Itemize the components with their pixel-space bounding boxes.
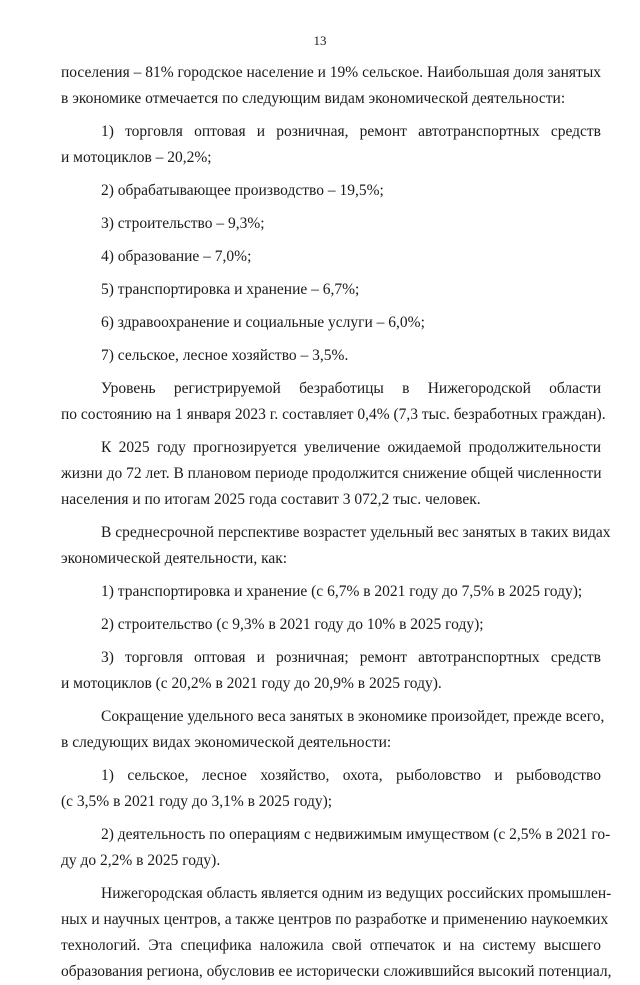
text-line: 2) обрабатывающее производство – 19,5%; [101, 182, 384, 199]
text-line: в экономике отмечается по следующим видам экономической деятельности: [61, 90, 566, 107]
text-line: 3) строительство – 9,3%; [101, 215, 265, 232]
text-line: экономической деятельности, как: [61, 550, 288, 567]
text-line: Уровень регистрируемой безработицы в Нижегородской области [101, 380, 601, 397]
text-line: Нижегородская область является одним из ведущих российских промышлен- [101, 885, 612, 902]
text-line: 3) торговля оптовая и розничная; ремонт автотранспортных средств [101, 649, 601, 666]
text-line: образования региона, обусловив ее исторически сложившийся высокий потенциал, [61, 963, 612, 980]
text-line: 4) образование – 7,0%; [101, 248, 252, 265]
text-line: и мотоциклов – 20,2%; [61, 149, 212, 166]
document-body [61, 60, 612, 985]
text-line: и мотоциклов (с 20,2% в 2021 году до 20,9% в 2025 году). [61, 675, 442, 692]
text-line: В среднесрочной перспективе возрастет удельный вес занятых в таких видах [101, 524, 611, 541]
text-line: в следующих видах экономической деятельности: [61, 734, 392, 751]
text-line: К 2025 году прогнозируется увеличение ожидаемой продолжительности [101, 439, 601, 456]
text-line: 1) транспортировка и хранение (с 6,7% в 2021 году до 7,5% в 2025 году); [101, 583, 583, 600]
page-number: 13 [313, 33, 327, 48]
text-line: населения и по итогам 2025 года составит 3 072,2 тыс. человек. [61, 491, 481, 508]
text-line: 7) сельское, лесное хозяйство – 3,5%. [101, 347, 349, 364]
text-line: ных и научных центров, а также центров по разработке и применению наукоемких [61, 911, 609, 928]
text-line: 2) деятельность по операциям с недвижимым имуществом (с 2,5% в 2021 го- [101, 826, 611, 843]
text-line: по состоянию на 1 января 2023 г. составляет 0,4% (7,3 тыс. безработных граждан). [61, 406, 606, 423]
text-line: Сокращение удельного веса занятых в экономике произойдет, прежде всего, [101, 708, 605, 725]
text-line: 1) сельское, лесное хозяйство, охота, рыболовство и рыбоводство [101, 767, 601, 784]
text-line: поселения – 81% городское население и 19% сельское. Наибольшая доля занятых [61, 64, 601, 81]
text-line: 2) строительство (с 9,3% в 2021 году до 10% в 2025 году); [101, 616, 484, 633]
text-line: (с 3,5% в 2021 году до 3,1% в 2025 году); [61, 793, 333, 810]
text-line: технологий. Эта специфика наложила свой отпечаток и на систему высшего [61, 937, 601, 954]
text-line: 1) торговля оптовая и розничная, ремонт автотранспортных средств [101, 123, 601, 140]
text-line: 5) транспортировка и хранение – 6,7%; [101, 281, 360, 298]
text-line: ду до 2,2% в 2025 году). [61, 852, 221, 869]
text-line: жизни до 72 лет. В плановом периоде продолжится снижение общей численности [61, 465, 602, 482]
text-line: 6) здравоохранение и социальные услуги – 6,0%; [101, 314, 425, 331]
